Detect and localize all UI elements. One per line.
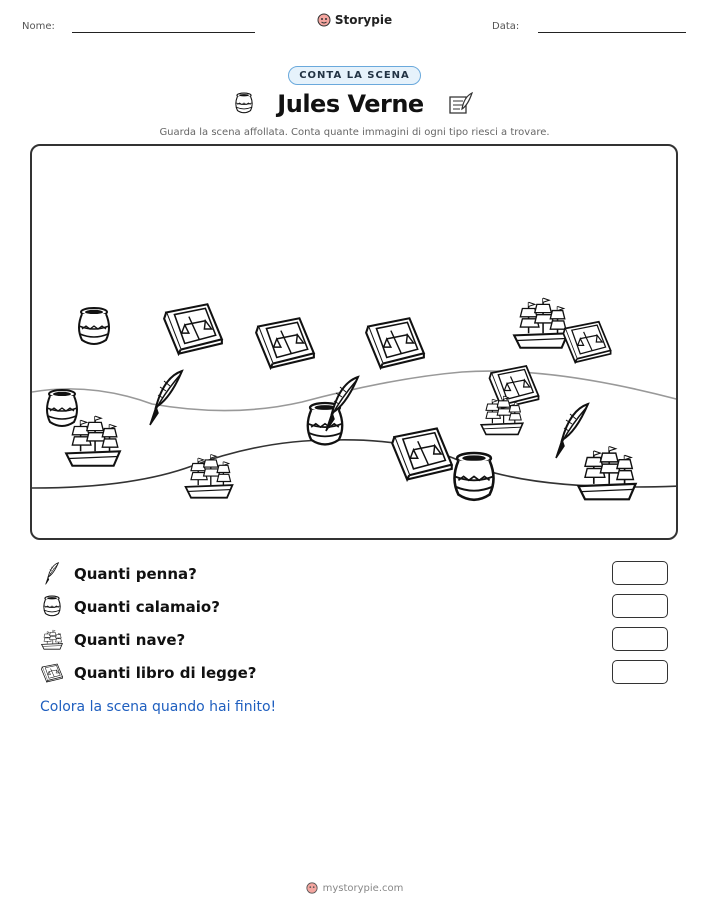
hill-line-front xyxy=(32,440,678,488)
answer-box[interactable] xyxy=(612,660,668,684)
scene-law-book xyxy=(164,304,222,354)
scene-ship xyxy=(186,455,233,498)
scene-quill xyxy=(150,371,182,425)
ship-icon xyxy=(40,628,64,652)
instructions: Guarda la scena affollata. Conta quante immagini di ogni tipo riesci a trovare. xyxy=(159,127,550,138)
scene-ship xyxy=(578,447,635,500)
coloring-note: Colora la scena quando hai finito! xyxy=(40,699,277,715)
scene-ship xyxy=(514,298,568,348)
question-row xyxy=(40,561,670,587)
scene-inkpot xyxy=(79,308,109,344)
name-label: Nome: xyxy=(22,21,55,32)
page-title: Jules Verne xyxy=(277,90,424,118)
scene-law-book xyxy=(563,322,610,363)
feather-icon xyxy=(40,562,64,586)
question-row xyxy=(40,594,670,620)
law-book-icon xyxy=(40,661,64,685)
hill-line-back xyxy=(32,371,678,410)
date-label: Data: xyxy=(492,21,520,32)
inkpot-icon xyxy=(40,595,64,619)
date-field-line[interactable] xyxy=(538,32,686,33)
answer-box[interactable] xyxy=(612,561,668,585)
scene-law-book xyxy=(256,318,314,368)
scene-law-book xyxy=(366,318,424,368)
scene-inkpot xyxy=(47,390,77,426)
name-field-line[interactable] xyxy=(72,32,255,33)
question-row xyxy=(40,627,670,653)
scene-ship xyxy=(66,416,120,466)
scroll-quill-icon xyxy=(446,91,476,117)
scene-quill xyxy=(556,404,588,458)
answer-box[interactable] xyxy=(612,594,668,618)
counting-scene xyxy=(30,144,678,540)
brand-name: Storypie xyxy=(334,13,393,27)
question-label: Quanti calamaio? xyxy=(74,598,220,616)
storypie-mascot-icon xyxy=(317,13,331,27)
section-badge-label: CONTA LA SCENA xyxy=(288,66,421,85)
question-label: Quanti penna? xyxy=(74,565,197,583)
question-row xyxy=(40,660,670,686)
section-badge xyxy=(0,66,709,85)
question-label: Quanti nave? xyxy=(74,631,186,649)
site-url[interactable]: mystorypie.com xyxy=(322,882,404,894)
title-row xyxy=(0,90,709,118)
scene-inkpot xyxy=(455,453,494,500)
question-label: Quanti libro di legge? xyxy=(74,664,257,682)
scene-law-book xyxy=(392,429,452,480)
answer-box[interactable] xyxy=(612,627,668,651)
site-footer xyxy=(0,882,709,894)
brand-logo xyxy=(0,13,709,27)
storypie-mascot-icon xyxy=(306,882,318,894)
inkpot-icon xyxy=(233,92,255,116)
